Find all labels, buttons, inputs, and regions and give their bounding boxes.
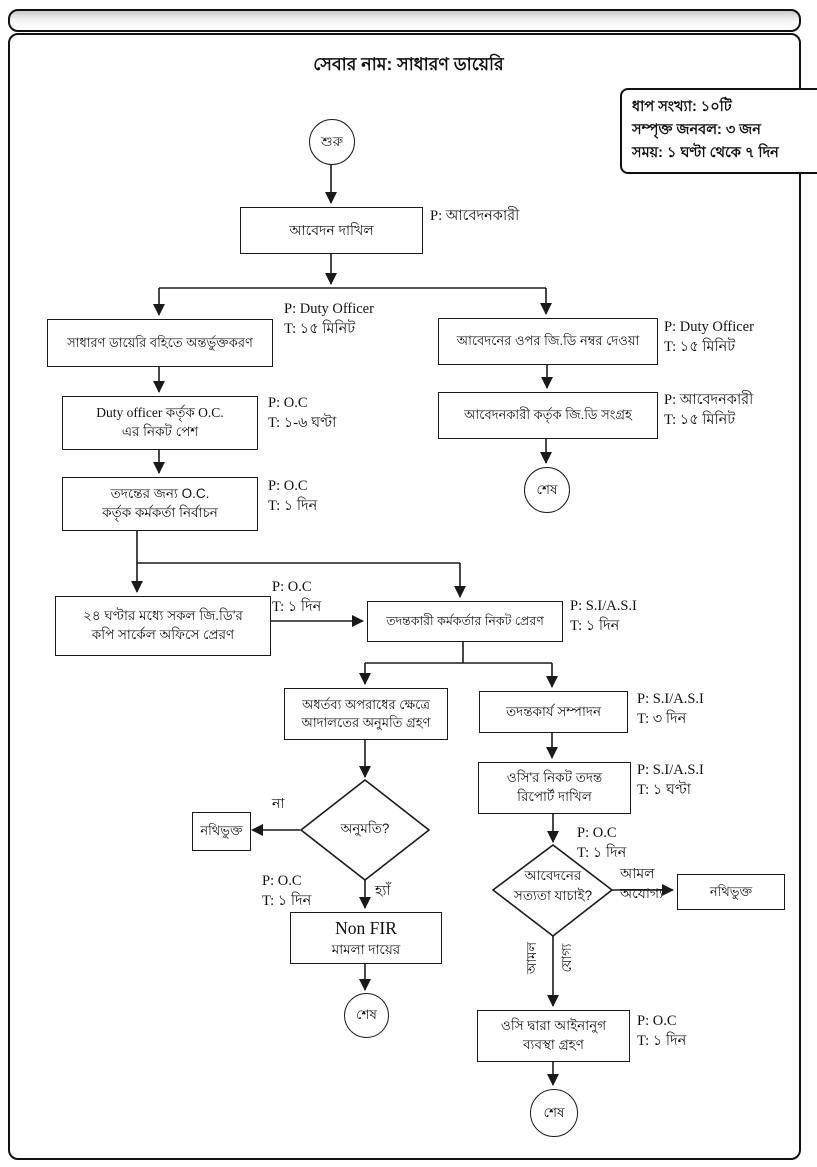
- node-officer-select: [62, 477, 258, 531]
- terminal-end-right-label: শেষ: [536, 481, 558, 497]
- node-circle-office-line1: ২৪ ঘণ্টার মধ্যে সকল জি.ডি'র: [83, 608, 243, 624]
- node-send-io-label: তদন্তকারী কর্মকর্তার নিকট প্রেরণ: [386, 613, 544, 628]
- terminal-end-right: [524, 467, 570, 513]
- node-officer-select-line1: তদন্তের জন্য O.C.: [110, 486, 210, 502]
- node-oc-present-line2: এর নিকট পেশ: [121, 424, 199, 439]
- ann-verify-time: T: ১ দিন: [577, 845, 627, 861]
- ann-report-time: T: ১ ঘণ্টা: [637, 782, 692, 798]
- node-legal-action-line1: ওসি দ্বারা আইনানুগ: [500, 1018, 607, 1034]
- ann-report-person: P: S.I/A.S.I: [637, 762, 704, 778]
- node-apply-label: আবেদন দাখিল: [289, 221, 374, 238]
- node-nonfir-line1: Non FIR: [335, 918, 397, 939]
- ann-oc-present-person: P: O.C: [268, 395, 308, 411]
- node-circle-office-line2: কপি সার্কেল অফিসে প্রেরণ: [91, 627, 235, 642]
- ann-oc-present: [268, 393, 336, 433]
- ann-officer-select: [268, 476, 317, 516]
- decision-verify-line1: আবেদনের: [524, 868, 582, 883]
- ann-legal-action-person: P: O.C: [637, 1013, 677, 1029]
- ann-gd-number: [664, 317, 754, 357]
- node-circle-office: [55, 596, 271, 656]
- label-amal-vertical: আমল: [523, 941, 539, 975]
- label-amal-ajoggo-line2: অযোগ্য: [620, 885, 664, 902]
- info-steps: ধাপ সংখ্যা: ১০টি: [632, 99, 732, 115]
- page-title: সেবার নাম: সাধারণ ডায়েরি: [313, 54, 504, 74]
- label-amal-ajoggo-line1: আমল: [620, 865, 655, 881]
- ann-permission: [262, 871, 311, 911]
- node-filed-left-label: নথিভুক্ত: [200, 823, 243, 839]
- ann-investigate-time: T: ৩ দিন: [637, 711, 687, 727]
- ann-verify-person: P: O.C: [577, 825, 617, 841]
- info-time: সময়: ১ ঘণ্টা থেকে ৭ দিন: [632, 145, 779, 162]
- node-report-line1: ওসি'র নিকট তদন্ত: [506, 770, 603, 786]
- terminal-start-label: শুরু: [321, 133, 343, 149]
- ann-legal-action-time: T: ১ দিন: [637, 1033, 687, 1049]
- ann-circle-office-person: P: O.C: [272, 579, 312, 595]
- terminal-end-bottom-label: শেষ: [543, 1104, 565, 1120]
- ann-apply-person: P: আবেদনকারী: [430, 208, 520, 224]
- decision-permission-label: অনুমতি?: [340, 821, 390, 836]
- node-report: [478, 762, 631, 814]
- ann-send-io-time: T: ১ দিন: [570, 618, 620, 634]
- ann-gd-entry-person: P: Duty Officer: [284, 301, 374, 317]
- ann-send-io-person: P: S.I/A.S.I: [570, 598, 637, 614]
- node-filed-right: [677, 874, 785, 910]
- terminal-end-bottom: [530, 1089, 578, 1137]
- ann-gd-number-person: P: Duty Officer: [664, 319, 754, 335]
- node-nonfir: [290, 912, 442, 964]
- ann-legal-action: [637, 1011, 686, 1051]
- node-gd-number-label: আবেদনের ওপর জি.ডি নম্বর দেওয়া: [456, 333, 640, 349]
- label-yes: হ্যাঁ: [375, 882, 391, 898]
- decision-verify-label: [493, 866, 613, 907]
- node-oc-present: [62, 396, 258, 450]
- node-officer-select-line2: কর্তৃক কর্মকর্তা নির্বাচন: [102, 505, 218, 520]
- ann-officer-select-time: T: ১ দিন: [268, 498, 318, 514]
- node-report-line2: রিপোর্ট দাখিল: [517, 789, 592, 804]
- ann-gd-collect-time: T: ১৫ মিনিট: [664, 412, 736, 428]
- ann-gd-number-time: T: ১৫ মিনিট: [664, 339, 736, 355]
- ann-oc-present-time: T: ১-৬ ঘণ্টা: [268, 415, 337, 431]
- node-nonfir-line2: মামলা দায়ের: [331, 941, 401, 957]
- label-no: না: [272, 795, 285, 811]
- ann-send-io: [570, 596, 637, 636]
- ann-apply: [430, 206, 519, 226]
- node-legal-action-line2: ব্যবস্থা গ্রহণ: [523, 1037, 584, 1052]
- node-filed-left: [192, 812, 251, 851]
- ann-circle-office: [272, 577, 321, 617]
- node-gd-entry-label: সাধারণ ডায়েরি বহিতে অন্তর্ভুক্তকরণ: [67, 334, 253, 350]
- node-oc-present-line1: Duty officer কর্তৃক O.C.: [96, 405, 224, 421]
- ann-report: [637, 760, 704, 800]
- ann-officer-select-person: P: O.C: [268, 478, 308, 494]
- terminal-start: [309, 119, 355, 165]
- terminal-end-left-label: শেষ: [356, 1007, 377, 1022]
- ann-gd-collect: [664, 390, 753, 430]
- edge-fork2-horizontal: [137, 529, 460, 563]
- node-investigate: [479, 691, 628, 733]
- node-apply: [240, 207, 423, 254]
- node-gd-number: [438, 318, 658, 365]
- ann-permission-time: T: ১ দিন: [262, 893, 312, 909]
- node-gd-entry: [47, 319, 273, 367]
- node-court-permission-line1: অধর্তব্য অপরাধের ক্ষেত্রে: [302, 696, 430, 712]
- ann-gd-collect-person: P: আবেদনকারী: [664, 392, 754, 408]
- ann-gd-entry: [284, 299, 374, 339]
- ann-permission-person: P: O.C: [262, 873, 302, 889]
- node-filed-right-label: নথিভুক্ত: [709, 883, 753, 899]
- label-amal-ajoggo: [620, 863, 663, 904]
- node-gd-collect-label: আবেদনকারী কর্তৃক জি.ডি সংগ্রহ: [464, 407, 632, 423]
- ann-circle-office-time: T: ১ দিন: [272, 599, 322, 615]
- node-legal-action: [477, 1010, 630, 1062]
- ann-investigate-person: P: S.I/A.S.I: [637, 691, 704, 707]
- node-send-io: [367, 601, 563, 642]
- ann-verify: [577, 823, 626, 863]
- decision-verify-line2: সত্যতা যাচাই?: [513, 888, 593, 904]
- info-personnel: সম্পৃক্ত জনবল: ৩ জন: [632, 122, 761, 139]
- label-joggo-vertical: যোগ্য: [558, 943, 574, 973]
- terminal-end-left: [344, 993, 389, 1038]
- node-court-permission: [284, 688, 448, 740]
- ann-gd-entry-time: T: ১৫ মিনিট: [284, 321, 356, 337]
- node-investigate-label: তদন্তকার্য সম্পাদন: [505, 703, 602, 719]
- node-gd-collect: [438, 392, 658, 439]
- node-court-permission-line2: আদালতের অনুমতি গ্রহণ: [301, 715, 431, 730]
- ann-investigate: [637, 689, 704, 729]
